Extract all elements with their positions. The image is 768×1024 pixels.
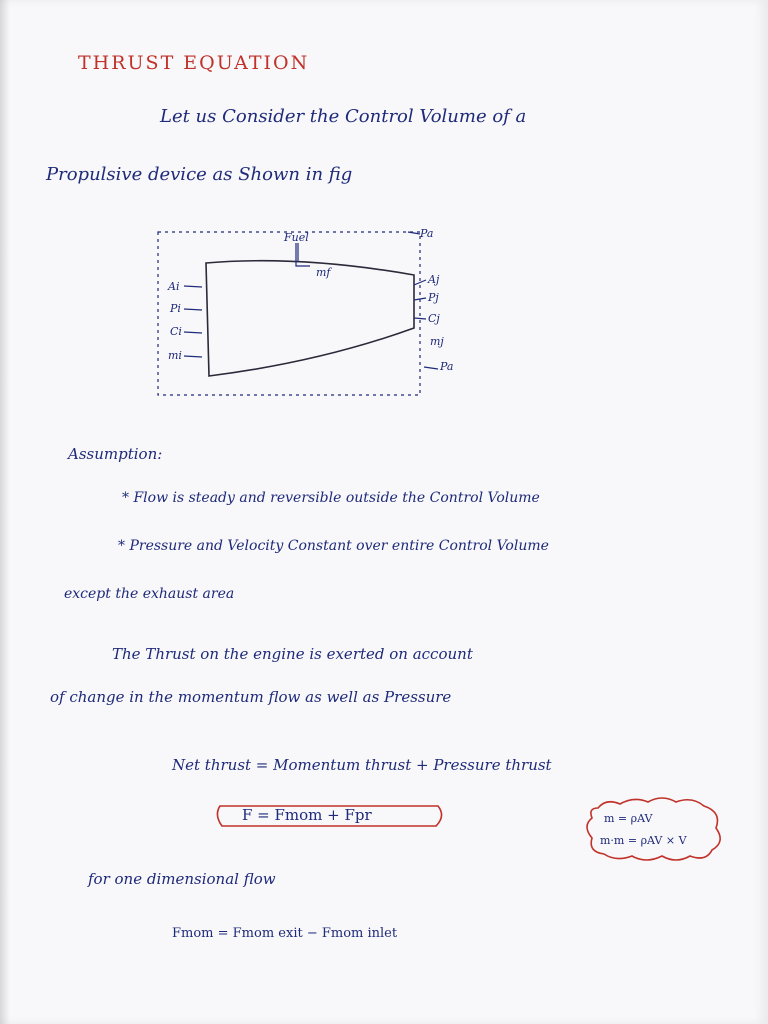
label-pi: Pi — [170, 302, 181, 315]
control-volume-boundary — [158, 232, 420, 395]
thrust-statement-line-1: The Thrust on the engine is exerted on account — [112, 645, 473, 663]
assumption-item-1: * Flow is steady and reversible outside the Control Volume — [122, 490, 540, 506]
assumption-item-2-cont: except the exhaust area — [64, 586, 235, 602]
label-cj: Cj — [428, 312, 440, 325]
intro-line-1: Let us Consider the Control Volume of a — [160, 106, 527, 127]
cloud-note-box — [587, 798, 720, 860]
label-mi: mi — [168, 349, 182, 362]
label-mj: mj — [430, 335, 444, 348]
inlet-arrow-a — [184, 286, 202, 287]
label-pj: Pj — [428, 291, 439, 304]
label-pa-top: Pa — [420, 227, 434, 240]
net-thrust-definition: Net thrust = Momentum thrust + Pressure thrust — [172, 756, 552, 774]
inlet-arrow-p — [184, 309, 202, 310]
label-ci: Ci — [170, 325, 182, 338]
label-pa-bottom: Pa — [440, 360, 454, 373]
exit-arrow-c — [414, 318, 426, 319]
inlet-arrow-c — [184, 332, 202, 333]
thrust-equation: F = Fmom + Fpr — [242, 806, 372, 824]
label-ai: Ai — [168, 280, 180, 293]
engine-outline — [206, 261, 414, 376]
assumption-heading: Assumption: — [68, 445, 163, 463]
intro-line-2: Propulsive device as Shown in fig — [46, 164, 353, 185]
label-aj: Aj — [428, 273, 440, 286]
label-fuel: Fuel — [284, 231, 309, 244]
thrust-statement-line-2: of change in the momentum flow as well as Pressure — [50, 688, 452, 706]
momentum-thrust-equation: Fmom = Fmom exit − Fmom inlet — [172, 926, 398, 941]
inlet-arrow-m — [184, 356, 202, 357]
one-dimensional-flow-heading: for one dimensional flow — [88, 870, 276, 888]
page-title: THRUST EQUATION — [78, 52, 310, 74]
label-mf: mf — [316, 266, 331, 279]
assumption-item-2: * Pressure and Velocity Constant over entire Control Volume — [118, 538, 549, 554]
cloud-note-line-2: m·m = ρAV × V — [600, 834, 687, 847]
cloud-note-line-1: m = ρAV — [604, 812, 653, 825]
ambient-pressure-bottom-arrow — [424, 367, 438, 369]
